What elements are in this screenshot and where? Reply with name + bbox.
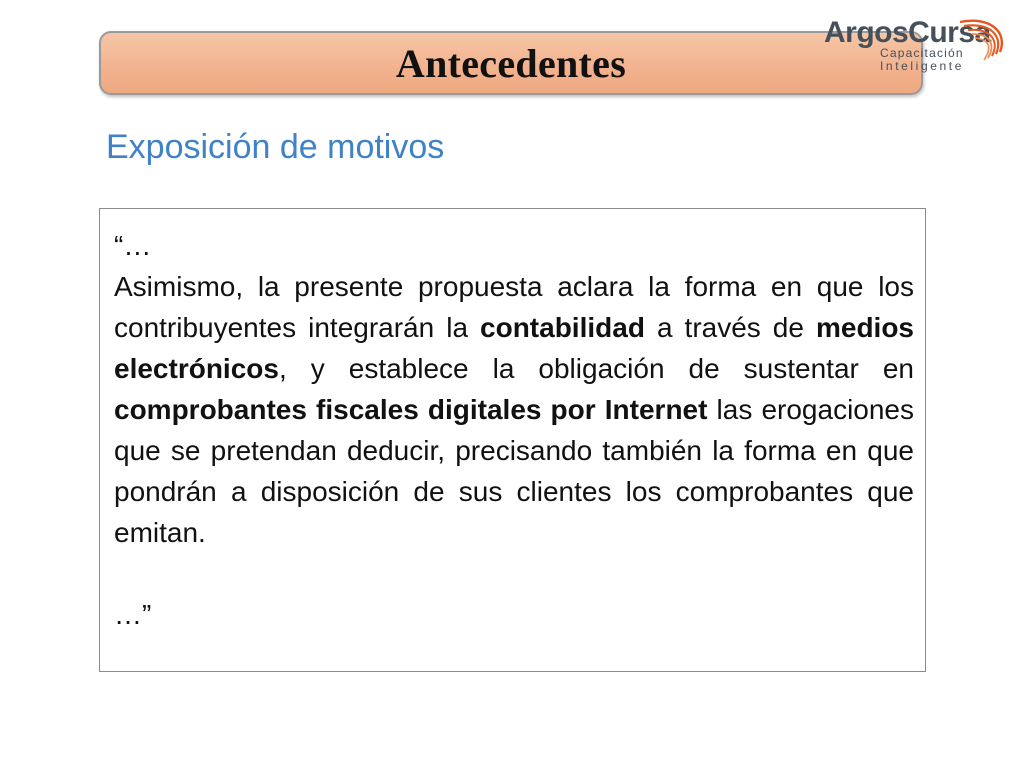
quote-box	[99, 208, 926, 672]
quote-emphasis-contabilidad: contabilidad	[480, 312, 645, 343]
section-heading: Exposición de motivos	[106, 128, 445, 166]
logo-swoosh-icon	[950, 14, 1010, 74]
logo-tagline-line-1: Capacitación	[880, 46, 964, 60]
quote-segment: , y establece la obligación de sustentar en	[278, 353, 914, 384]
quote-segment: las erogaciones que se pretendan deducir, precisando también la forma en que pondrán a disposición de sus clientes los comprobantes que emitan.	[114, 394, 915, 548]
quote-close-mark: …”	[114, 599, 152, 630]
quote-content	[114, 225, 914, 635]
quote-emphasis-medios: medios electrónicos	[114, 312, 914, 384]
quote-segment: Asimismo, la presente propuesta aclara la forma en que los contribuyentes integrarán la	[114, 271, 914, 343]
quote-open-mark: “…	[114, 230, 152, 261]
logo-wordmark: ArgosCursa	[824, 16, 991, 49]
quote-body	[114, 266, 914, 553]
quote-segment: a través de	[644, 312, 816, 343]
quote-emphasis-cfdi: comprobantes fiscales digitales por Internet	[114, 394, 708, 425]
page-title: Antecedentes	[395, 40, 627, 86]
argoscursa-logo	[822, 14, 1008, 74]
title-banner	[99, 31, 923, 95]
logo-tagline-line-2: Inteligente	[880, 59, 964, 73]
